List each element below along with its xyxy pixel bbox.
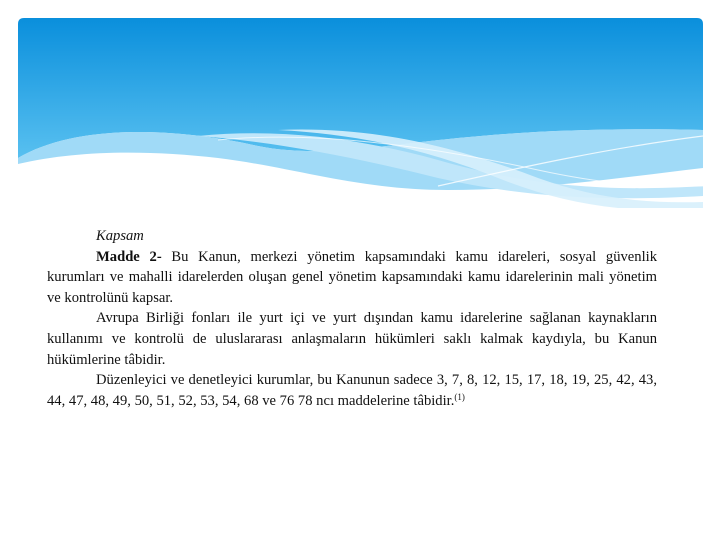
paragraph-3-text: Düzenleyici ve denetleyici kurumlar, bu Kanunun sadece 3, 7, 8, 12, 15, 17, 18, 19, 25, 42, 43, 44, 47, 48, 49, 50, 51, 52, 53, 54, 68 ve 76 78 ncı maddelerine tâbidir. (47, 372, 657, 409)
paragraph-3 (47, 370, 657, 411)
paragraph-1 (47, 247, 657, 309)
header-banner (18, 18, 703, 208)
paragraph-2: Avrupa Birliği fonları ile yurt içi ve yurt dışından kamu idarelerine sağlanan kaynakların kullanımı ve kontrolü de uluslararası anlaşmaların hükümleri saklı kalmak kaydıyla, bu Kanun hükümlerine tâbidir. (47, 310, 657, 368)
paragraph-1-text: Bu Kanun, merkezi yönetim kapsamındaki kamu idareleri, sosyal güvenlik kurumları ve mahalli idarelerden oluşan genel yönetim kapsamındaki kamu idarelerinin mali yönetim ve kontrolünü kapsar. (47, 248, 657, 306)
wave-decoration (18, 18, 703, 208)
footnote-reference: (1) (454, 391, 465, 402)
law-text (47, 226, 657, 411)
article-label: Madde 2 (96, 248, 157, 265)
section-heading: Kapsam (96, 228, 144, 244)
article-dash: - (156, 248, 162, 265)
